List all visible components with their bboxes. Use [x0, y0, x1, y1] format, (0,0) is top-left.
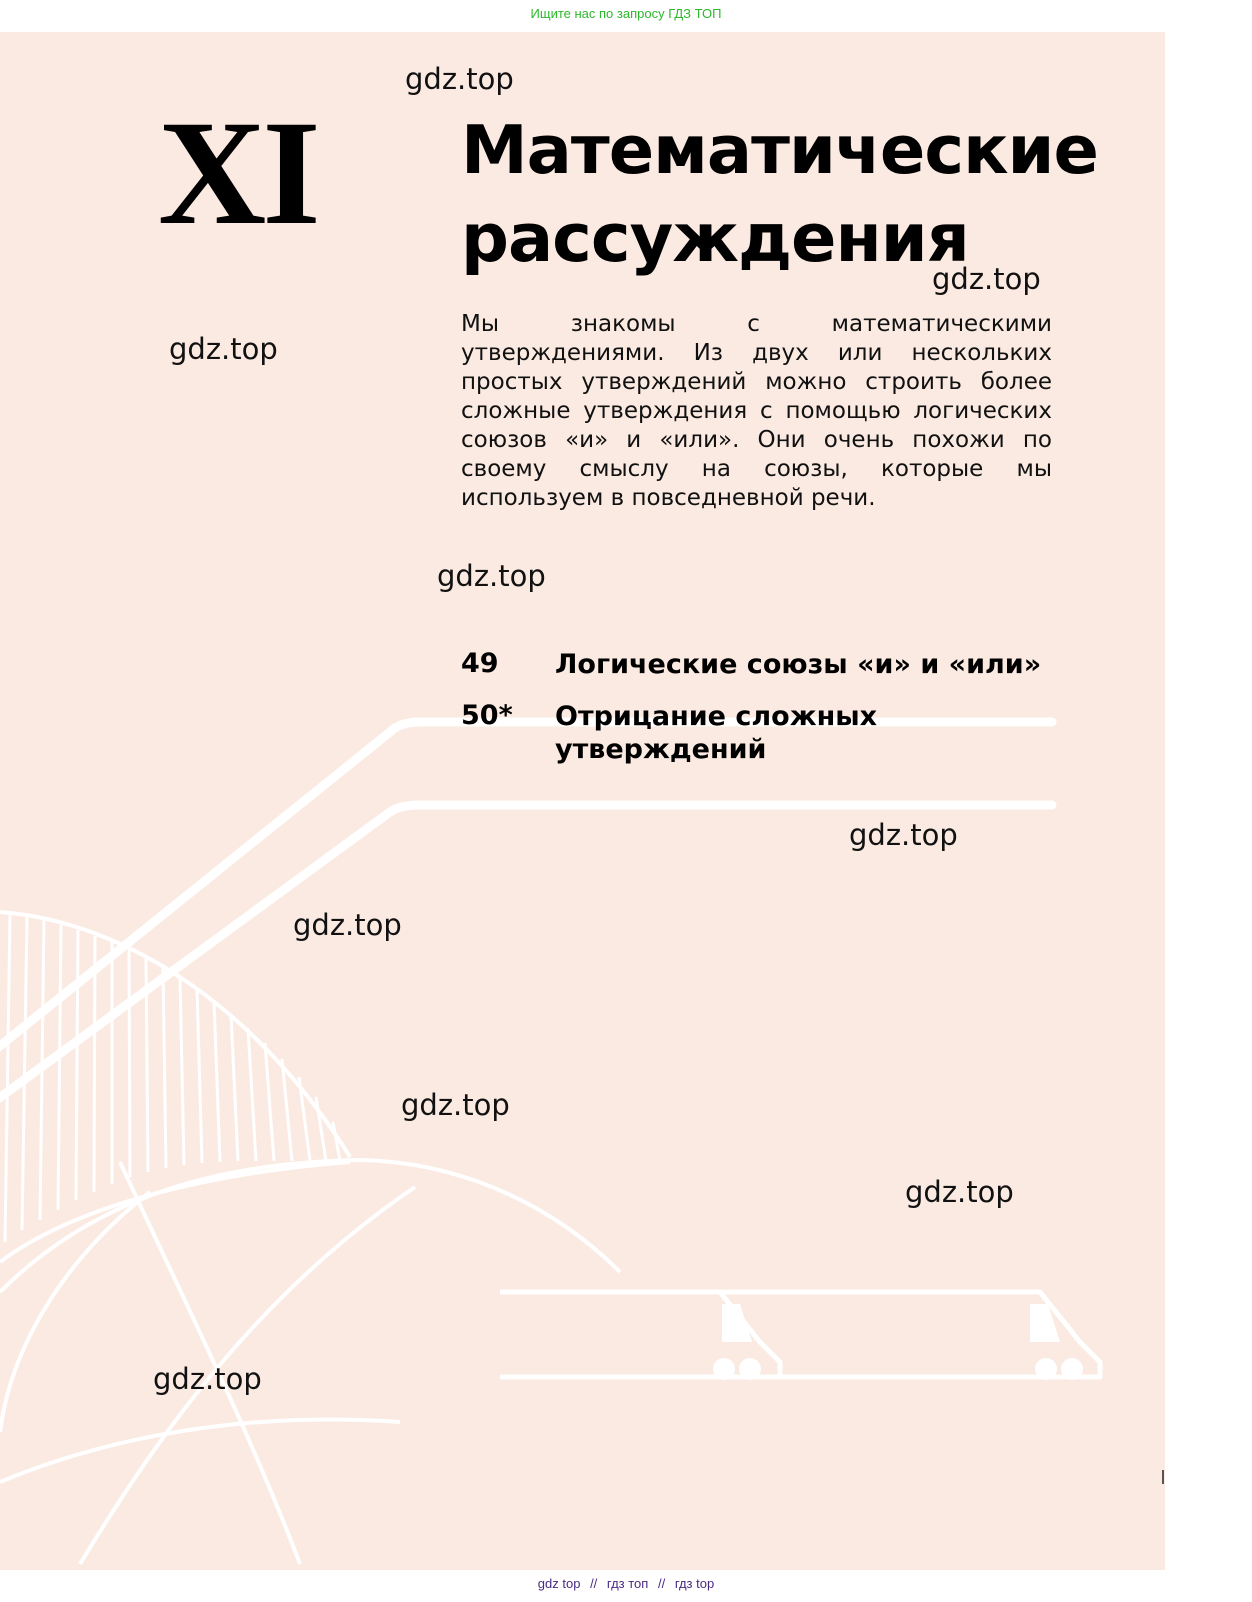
footer-separator: // — [590, 1576, 598, 1591]
toc-item-title — [555, 700, 1075, 766]
watermark: gdz.top — [401, 1088, 510, 1122]
toc-item-title: Логические союзы «и» и «или» — [555, 649, 1042, 680]
toc-item-title-line-1: Отрицание сложных — [555, 701, 878, 732]
toc-item-number: 49 — [461, 648, 499, 679]
page-edge-mark — [1162, 1470, 1164, 1484]
toc-item-number: 50* — [461, 700, 513, 731]
watermark: gdz.top — [169, 332, 278, 366]
watermark: gdz.top — [932, 262, 1041, 296]
watermark: gdz.top — [405, 62, 514, 96]
toc-item-title-line-2: утверждений — [555, 734, 767, 765]
watermark: gdz.top — [153, 1362, 262, 1396]
footer-link-gdz-top-mixed[interactable]: гдз top — [674, 1576, 715, 1591]
watermark: gdz.top — [437, 559, 546, 593]
chapter-title-line-1: Математические — [461, 111, 1098, 189]
chapter-intro-paragraph: Мы знакомы с математическими утверждениями. Из двух или нескольких простых утверждений можно строить более сложные утверждения с помощью логических союзов «и» и «или». Они очень похожи по своему смыслу на союзы, которые мы используем в повседневной речи. — [461, 311, 1052, 511]
footer-links — [0, 1576, 1252, 1591]
watermark: gdz.top — [293, 908, 402, 942]
footer-link-gdz-top[interactable]: gdz top — [537, 1576, 581, 1591]
chapter-page — [0, 32, 1165, 1570]
chapter-title-line-2: рассуждения — [461, 199, 969, 277]
watermark: gdz.top — [849, 818, 958, 852]
search-hint-banner: Ищите нас по запросу ГДЗ ТОП — [530, 6, 722, 21]
chapter-number: XI — [158, 90, 317, 256]
footer-link-gdz-top-cyrillic[interactable]: гдз топ — [606, 1576, 649, 1591]
watermark: gdz.top — [905, 1175, 1014, 1209]
chapter-title — [461, 106, 1121, 282]
footer-separator: // — [657, 1576, 666, 1591]
